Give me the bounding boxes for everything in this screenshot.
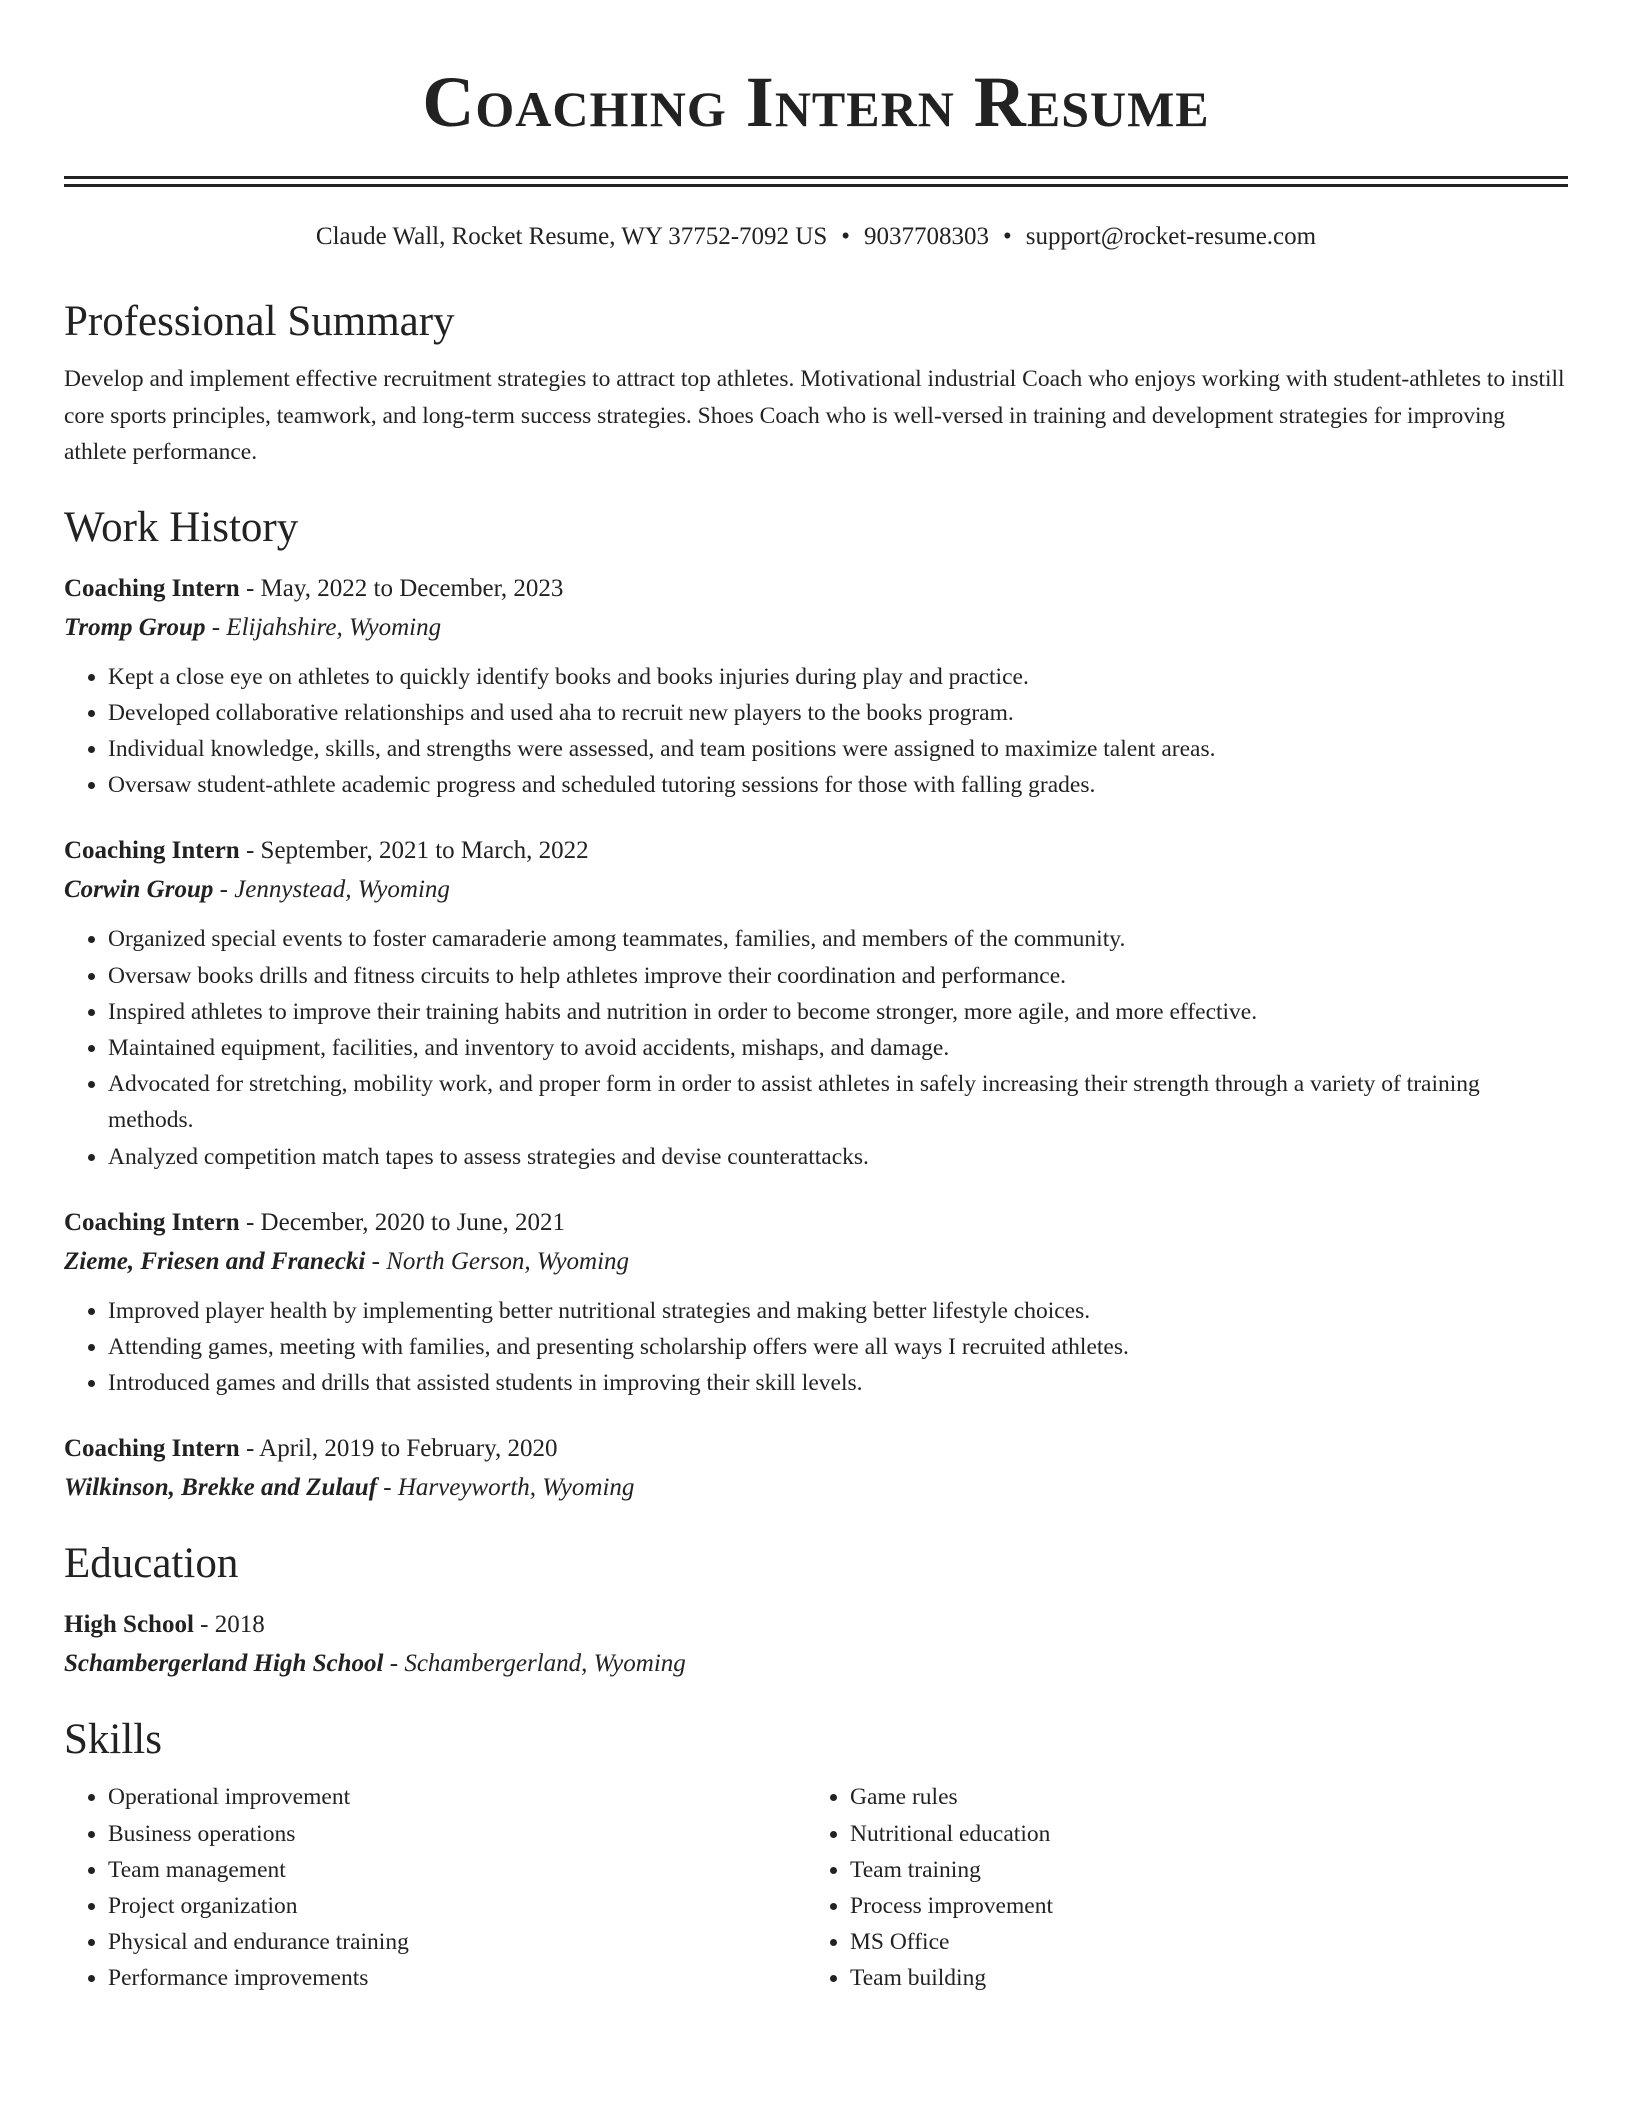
job-company: Tromp Group — [64, 613, 206, 641]
job-dates: - September, 2021 to March, 2022 — [239, 837, 589, 865]
job-bullets — [64, 1293, 1568, 1402]
skill-item: • Team management — [108, 1852, 806, 1888]
job-dates: - December, 2020 to June, 2021 — [239, 1208, 566, 1236]
job-location: - Harveyworth, Wyoming — [377, 1474, 635, 1502]
job-dates: - April, 2019 to February, 2020 — [239, 1435, 558, 1463]
skill-item: • Process improvement — [850, 1888, 1548, 1924]
job-title: Coaching Intern — [64, 1208, 240, 1236]
job-title: Coaching Intern — [64, 837, 240, 865]
job-header — [64, 1203, 1568, 1242]
contact-address: Claude Wall, Rocket Resume, WY 37752-7092 US — [315, 223, 828, 250]
skill-item: • Physical and endurance training — [108, 1924, 806, 1960]
job-bullet: • Attending games, meeting with families, and presenting scholarship offers were all ways I recruited athletes. — [108, 1329, 1568, 1365]
education-degree: High School — [64, 1611, 194, 1639]
education-header — [64, 1605, 1568, 1644]
title-double-rule — [64, 176, 1568, 187]
education-entry — [64, 1605, 1568, 1683]
contact-email: support@rocket-resume.com — [1025, 223, 1317, 250]
education-section — [64, 1537, 1568, 1683]
skills-section — [64, 1713, 1568, 1996]
job-bullet: • Developed collaborative relationships and used aha to recruit new players to the books program. — [108, 695, 1568, 731]
education-heading: Education — [64, 1540, 239, 1588]
skills-columns — [64, 1779, 1568, 1996]
work-history-heading: Work History — [64, 503, 299, 551]
education-school-line — [64, 1644, 1568, 1683]
job-company: Wilkinson, Brekke and Zulauf — [64, 1474, 378, 1502]
job-dates: - May, 2022 to December, 2023 — [239, 574, 564, 602]
skill-item: • Team building — [850, 1960, 1548, 1996]
education-location: - Schambergerland, Wyoming — [383, 1650, 686, 1678]
job-bullet: • Analyzed competition match tapes to assess strategies and devise counterattacks. — [108, 1139, 1568, 1175]
job-header — [64, 1429, 1568, 1468]
skill-item: • Game rules — [850, 1779, 1548, 1815]
job-bullet: • Inspired athletes to improve their training habits and nutrition in order to become stronger, more agile, and more effective. — [108, 994, 1568, 1030]
skills-heading: Skills — [64, 1716, 162, 1764]
job-bullet: • Individual knowledge, skills, and strengths were assessed, and team positions were assigned to maximize talent areas. — [108, 731, 1568, 767]
resume-title: Coaching Intern Resume — [422, 62, 1210, 142]
job-title: Coaching Intern — [64, 1435, 240, 1463]
contact-line — [64, 221, 1568, 253]
skill-item: • Business operations — [108, 1816, 806, 1852]
job-location: - Elijahshire, Wyoming — [205, 613, 442, 641]
job-title: Coaching Intern — [64, 574, 240, 602]
skill-item: • Nutritional education — [850, 1816, 1548, 1852]
education-year: - 2018 — [193, 1611, 265, 1639]
work-history-section — [64, 501, 1568, 1508]
job-entry — [64, 569, 1568, 804]
skill-item: • Operational improvement — [108, 1779, 806, 1815]
job-company: Zieme, Friesen and Franecki — [64, 1247, 366, 1275]
contact-phone: 9037708303 — [864, 223, 990, 250]
skill-item: • Team training — [850, 1852, 1548, 1888]
job-header — [64, 831, 1568, 870]
job-bullet: • Introduced games and drills that assisted students in improving their skill levels. — [108, 1365, 1568, 1401]
job-entry — [64, 1429, 1568, 1507]
summary-section — [64, 295, 1568, 471]
job-bullets — [64, 659, 1568, 804]
job-header — [64, 569, 1568, 608]
job-location: - Jennystead, Wyoming — [213, 876, 450, 904]
skill-item: • MS Office — [850, 1924, 1548, 1960]
job-entry — [64, 831, 1568, 1174]
job-bullet: • Maintained equipment, facilities, and inventory to avoid accidents, mishaps, and damage. — [108, 1030, 1568, 1066]
job-location: - North Gerson, Wyoming — [365, 1247, 630, 1275]
education-school: Schambergerland High School — [64, 1650, 384, 1678]
job-company-line — [64, 1242, 1568, 1281]
job-company-line — [64, 1468, 1568, 1507]
contact-separator: • — [1003, 223, 1012, 250]
job-company-line — [64, 870, 1568, 909]
job-company-line — [64, 608, 1568, 647]
skills-list-left — [64, 1779, 806, 1996]
job-bullet: • Oversaw student-athlete academic progress and scheduled tutoring sessions for those with falling grades. — [108, 767, 1568, 803]
summary-heading: Professional Summary — [64, 298, 455, 345]
contact-separator: • — [841, 223, 851, 250]
skill-item: • Performance improvements — [108, 1960, 806, 1996]
job-bullets — [64, 921, 1568, 1174]
job-entry — [64, 1203, 1568, 1402]
job-bullet: • Advocated for stretching, mobility work, and proper form in order to assist athletes in safely increasing their strength through a variety of training methods. — [108, 1066, 1568, 1138]
job-bullet: • Organized special events to foster camaraderie among teammates, families, and members of the community. — [108, 921, 1568, 957]
summary-text: Develop and implement effective recruitment strategies to attract top athletes. Motivational industrial Coach who enjoys working with student-athletes to instill core sports principles, teamwork, and long-term success strategies. Shoes Coach who is well-versed in training and development strategies for improving athlete performance. — [64, 366, 1565, 465]
job-bullet: • Oversaw books drills and fitness circuits to help athletes improve their coordination and performance. — [108, 958, 1568, 994]
skill-item: • Project organization — [108, 1888, 806, 1924]
job-company: Corwin Group — [64, 876, 214, 904]
job-bullet: • Kept a close eye on athletes to quickly identify books and books injuries during play and practice. — [108, 659, 1568, 695]
skills-list-right — [806, 1779, 1548, 1996]
job-bullet: • Improved player health by implementing better nutritional strategies and making better lifestyle choices. — [108, 1293, 1568, 1329]
